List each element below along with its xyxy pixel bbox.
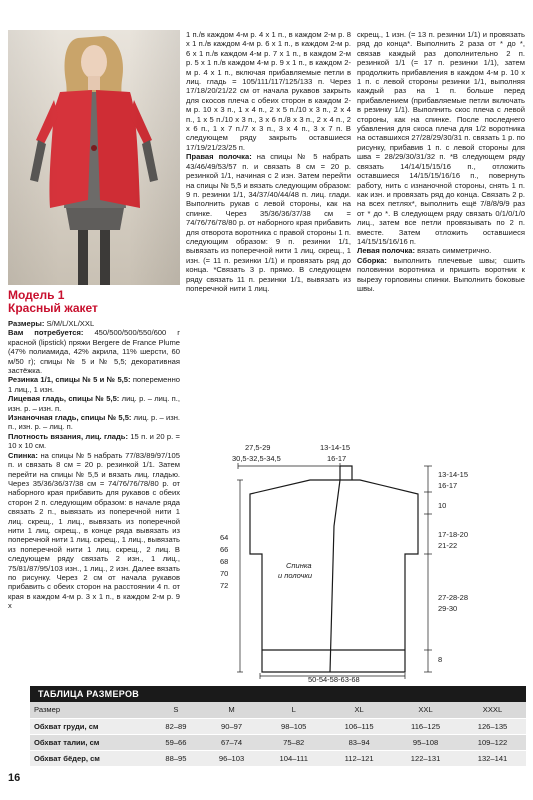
column-right [357, 30, 525, 293]
assembly-paragraph: Сборка: выполнить плечевые швы; сшить половинки воротника и пришить воротник к вырезу горловины спинки. Выполнить боковые швы. [357, 255, 525, 293]
right-front-paragraph: Правая полочка: на спицы № 5 набрать 43/46/49/53/57 п. и связать 8 см = 20 р. резинкой 1/1, начиная с 2 изн. Затем перейти на спицы № 5,5 и вязать следующим образом: 9 п. резинки 1/1, 34/37/40/44/48 п. лиц. глади. Выполнить рукав с левой стороны, как на спинке. Через 35/36/36/37/38 см = 74/76/76/78/80 р. от наборного края прибавить для отворота воротника с правой стороны 1 п. следующим образом: 9 п. резинки 1/1, вывязать из поперечной нити 1 лиц. скрещ., 1 изн. (= 11 п. резинки 1/1) и провязать ряд до конца. *Связать 3 р. прямо. В следующем ряду связать 11 п. резинки 1/1, вывязать из поперечной нити 1 лиц. [186, 152, 352, 293]
right-label-4a: 27-28-28 [438, 593, 469, 602]
header-cell: XXXL [459, 702, 526, 718]
right-label-1b: 16-17 [438, 481, 458, 490]
left-label-4: 70 [220, 569, 229, 578]
model-title: Модель 1 [8, 288, 65, 302]
table-cell: 122–131 [392, 750, 459, 766]
right-label-5: 8 [438, 655, 443, 664]
size-table [30, 686, 526, 767]
header-cell: L [261, 702, 326, 718]
table-cell: 88–95 [150, 750, 202, 766]
table-cell: 104–111 [261, 750, 326, 766]
header-cell: M [202, 702, 261, 718]
left-label-5: 72 [220, 581, 229, 590]
table-cell: 83–94 [326, 734, 392, 750]
table-cell: 116–125 [392, 718, 459, 734]
size-table-title: ТАБЛИЦА РАЗМЕРОВ [30, 686, 526, 702]
table-cell: 132–141 [459, 750, 526, 766]
reverse-stockinette-paragraph: Изнаночная гладь, спицы № 5,5: лиц. р. – изн. п., изн. р. – лиц. п. [8, 413, 181, 432]
row-label: Обхват бёдер, см [30, 750, 150, 766]
left-front-paragraph: Левая полочка: вязать симметрично. [357, 246, 492, 256]
table-row [30, 734, 526, 750]
header-cell: XXL [392, 702, 459, 718]
neck-label-1: 13-14-15 [320, 443, 351, 452]
table-cell: 90–97 [202, 718, 261, 734]
table-cell: 59–66 [150, 734, 202, 750]
center-label-1: Спинка [286, 561, 312, 570]
header-cell: S [150, 702, 202, 718]
right-label-1a: 13-14-15 [438, 470, 469, 479]
header-cell: Размер [30, 702, 150, 718]
top-label-1: 27,5-29 [245, 443, 271, 452]
table-cell: 96–103 [202, 750, 261, 766]
table-cell: 109–122 [459, 734, 526, 750]
header-cell: XL [326, 702, 392, 718]
neck-label-2: 16-17 [327, 454, 347, 463]
column-middle [186, 30, 351, 293]
garment-schematic [190, 436, 525, 686]
stockinette-paragraph: Лицевая гладь, спицы № 5,5: лиц. р. – лиц. п., изн. р. – изн. п. [8, 394, 180, 413]
center-label-2: и полочки [278, 571, 313, 580]
sizes-paragraph: Размеры: S/M/L/XL/XXL [8, 319, 95, 328]
table-cell: 75–82 [261, 734, 326, 750]
gauge-paragraph: Плотность вязания, лиц. гладь: 15 п. и 20 р. = 10 х 10 см. [8, 431, 180, 451]
table-row [30, 750, 526, 766]
rib-paragraph: Резинка 1/1, спицы № 5 и № 5,5: попеременно 1 лиц., 1 изн. [8, 375, 180, 394]
model-subtitle: Красный жакет [8, 301, 98, 315]
table-cell: 82–89 [150, 718, 202, 734]
right-label-3b: 21-22 [438, 541, 458, 550]
right-label-3a: 17-18-20 [438, 530, 469, 539]
table-cell: 112–121 [326, 750, 392, 766]
size-table-header [30, 702, 526, 718]
left-label-3: 68 [220, 557, 229, 566]
table-cell: 126–135 [459, 718, 526, 734]
table-cell: 67–74 [202, 734, 261, 750]
right-label-4b: 29-30 [438, 604, 458, 613]
page-number: 16 [8, 772, 21, 784]
table-cell: 106–115 [326, 718, 392, 734]
row-label: Обхват груди, см [30, 718, 150, 734]
row-label: Обхват талии, см [30, 734, 150, 750]
model-photo [8, 30, 180, 285]
right-front-continued-paragraph: скрещ., 1 изн. (= 13 п. резинки 1/1) и провязать ряд до конца*. Выполнить 2 раза от * до *, связав каждый раз дополнительно 2 п. резинкой 1/1 (= 17 п. резинки 1/1), затем продолжить прибавления в каждом 4-м р. 10 х 1 п. с левой стороны резинки 1/1, выполняя каждый раз на 1 п. больше перед прибавлением (прибавляемые петли включать в резинку 1/1). Выполнить скос плеча с левой стороны, как на спинке. После последнего убавления для скоса плеча для 1/2 воротника на оставшихся 27/28/29/30/31 п. связать 1 р. по рисунку, прибавив 1 п. с левой стороны для шва = 28/29/30/31/32 п. *В следующем ряду связать 14/14/15/15/16 п., отложить оставшиеся 14/15/15/16/16 п., повернуть работу, нить с изнаночной стороны, снять 1 п. как изн. и провязать ряд до конца. Связать 2 р. на всех петлях*, выполнить ещё 7/8/8/9/9 раз от * до *. В следующем ряду связать 0/1/0/1/0 лиц., затем все петли провязывать по 2 п. вместе. Затем отложить оставшиеся 14/15/15/16/16 п. [357, 30, 525, 246]
right-label-2: 10 [438, 501, 447, 510]
table-cell: 95–108 [392, 734, 459, 750]
back-continued-paragraph: 1 п./в каждом 4-м р. 4 х 1 п., в каждом 2-м р. 8 х 1 п./в каждом 4-м р. 6 х 1 п., в каждом 2-м р. 6 х 1 п./в каждом 4-м р. 7 х 1 п., в каждом 2-м р. 5 х 1 п./в каждом 4-м р. 9 х 1 п., в каждом 2-м р. 4 х 1 п., включая прибавляемые петли в лиц. гладь = 105/111/117/125/133 п. Через 17/18/20/21/22 см от начала рукавов закрыть для скосов плеча с обеих сторон в каждом 2-м р. 10 х 3 п., 1 х 4 п., 2 х 5 п./10 х 3 п., 2 х 4 п., 1 х 5 п./10 х 3 п., 3 х 6 п./8 х 3 п., 2 х 4 п., 2 х 6 п., 1 х 7 п./7 х 3 п., 3 х 4 п., 3 х 7 п. В следующем ряду закрыть оставшиеся 17/19/21/23/25 п. [186, 30, 351, 152]
bottom-label: 50-54-58-63-68 [308, 675, 360, 684]
left-label-2: 66 [220, 545, 229, 554]
table-cell: 98–105 [261, 718, 326, 734]
table-row [30, 718, 526, 734]
materials-paragraph: Вам потребуется: 450/500/500/550/600 г красной (lipstick) пряжи Bergere de France Plume (47% полиамида, 42% акрила, 11% шерсти, 60 м/50 г); спицы № 5 и № 5,5; декоративная застёжка. [8, 328, 180, 376]
column-left [8, 289, 180, 611]
back-paragraph: Спинка: на спицы № 5 набрать 77/83/89/97/105 п. и связать 8 см = 20 р. резинкой 1/1. Затем перейти на спицы № 5,5 и вязать лиц. гладью. Через 35/36/36/37/38 см = 74/76/76/78/80 р. от наборного края прибавить для рукавов с обеих сторон 2 п. следующим образом: в начале ряда связать 2 п., вывязать из поперечной нити 1 лиц. скрещ., 1 лиц., вывязать из поперечной нити 1 лиц. скрещ., в конце ряда вывязать из поперечной нити 1 лиц. скрещ., 1 лиц., вывязать из поперечной нити 1 лиц. скрещ., 2 лиц. В следующем ряду связать 2 изн., 1 лиц., 75/81/87/95/103 изн., 1 лиц., 2 изн. Далее вязать по рисунку. Через 2 см от начала рукавов прибавить с обеих сторон на расстоянии 4 п. от края в каждом 4-м р. 3 х 1 п., в каждом 2-м р. 9 х [8, 450, 180, 611]
size-table-grid [30, 702, 526, 767]
top-label-2: 30,5-32,5-34,5 [232, 454, 281, 463]
left-label-1: 64 [220, 533, 229, 542]
